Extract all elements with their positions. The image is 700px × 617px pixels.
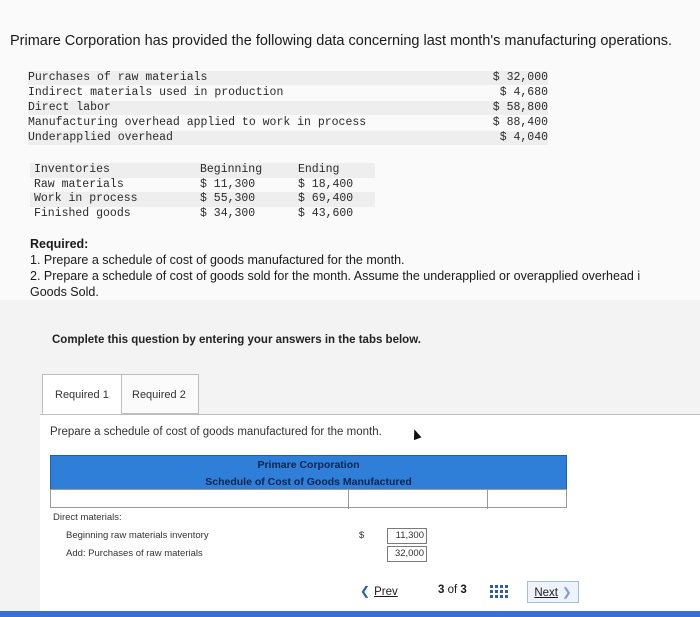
tab-required-1[interactable]: Required 1 (42, 374, 122, 414)
amount-input[interactable]: 32,000 (387, 546, 427, 562)
problem-title: Primare Corporation has provided the following data concerning last month's manufacturing operations. (10, 33, 673, 49)
inventory-name: Work in process (34, 192, 138, 205)
table-row (30, 192, 375, 207)
next-button[interactable] (527, 581, 579, 603)
ending-value: $ 69,400 (298, 192, 354, 205)
page-of: of (447, 584, 458, 596)
inventories-table (30, 163, 375, 221)
currency-symbol: $ (359, 530, 365, 541)
data-row (28, 71, 548, 85)
cogm-schedule (50, 455, 567, 559)
tab-required-2[interactable]: Required 2 (119, 374, 199, 414)
data-row (28, 131, 548, 145)
chevron-left-icon: ❮ (360, 584, 371, 598)
required-line-3: Goods Sold. (30, 285, 99, 299)
schedule-blank-row[interactable] (50, 489, 567, 508)
data-label: Direct labor (28, 101, 111, 114)
row-label[interactable]: Beginning raw materials inventory (66, 530, 209, 541)
required-heading: Required: (30, 237, 89, 251)
section-label: Direct materials: (53, 512, 122, 523)
chevron-right-icon: ❯ (562, 587, 572, 599)
data-label: Indirect materials used in production (28, 86, 284, 99)
inventory-name: Finished goods (34, 206, 131, 220)
amount-input[interactable]: 11,300 (387, 528, 427, 544)
schedule-title: Schedule of Cost of Goods Manufactured (205, 476, 412, 488)
instructions-text: Complete this question by entering your answers in the tabs below. (52, 334, 421, 346)
data-row (28, 101, 548, 115)
schedule-header (50, 455, 567, 490)
grid-icon[interactable] (490, 585, 507, 599)
column-divider (348, 490, 349, 509)
data-value: $ 4,040 (499, 131, 548, 144)
page-indicator (438, 584, 467, 596)
data-row (28, 86, 548, 100)
row-label[interactable]: Add: Purchases of raw materials (66, 548, 203, 559)
data-label: Purchases of raw materials (28, 71, 208, 84)
table-row (50, 546, 567, 562)
bottom-accent-bar (0, 611, 700, 617)
required-line-1: 1. Prepare a schedule of cost of goods manufactured for the month. (30, 253, 405, 267)
table-row (30, 178, 375, 193)
beginning-value: $ 34,300 (200, 206, 256, 220)
required-line-2: 2. Prepare a schedule of cost of goods sold for the month. Assume the underapplied or overapplied overhead i (30, 269, 641, 283)
column-divider (487, 490, 488, 509)
ending-header: Ending (298, 163, 340, 176)
beginning-header: Beginning (200, 163, 263, 176)
page-total: 3 (460, 584, 467, 596)
prev-label: Prev (374, 586, 398, 598)
data-value: $ 32,000 (492, 71, 548, 84)
inventories-header: Inventories (34, 163, 110, 176)
inventories-header-row (30, 163, 375, 178)
required-section (30, 236, 640, 300)
schedule-company: Primare Corporation (257, 459, 360, 471)
prev-button[interactable] (360, 584, 398, 598)
table-row (50, 528, 567, 544)
data-label: Manufacturing overhead applied to work in process (28, 116, 367, 129)
table-row (50, 510, 567, 526)
next-label: Next (534, 587, 558, 599)
tab-prompt: Prepare a schedule of cost of goods manufactured for the month. (50, 426, 382, 438)
data-row (28, 116, 548, 130)
beginning-value: $ 55,300 (200, 192, 256, 205)
data-value: $ 58,800 (492, 101, 548, 114)
ending-value: $ 18,400 (298, 177, 354, 191)
table-row (30, 207, 375, 222)
beginning-value: $ 11,300 (200, 177, 256, 191)
ending-value: $ 43,600 (298, 206, 354, 220)
data-value: $ 88,400 (492, 116, 548, 129)
data-label: Underapplied overhead (28, 131, 173, 144)
data-value: $ 4,680 (499, 86, 548, 99)
page-current: 3 (438, 584, 445, 596)
inventory-name: Raw materials (34, 177, 124, 191)
